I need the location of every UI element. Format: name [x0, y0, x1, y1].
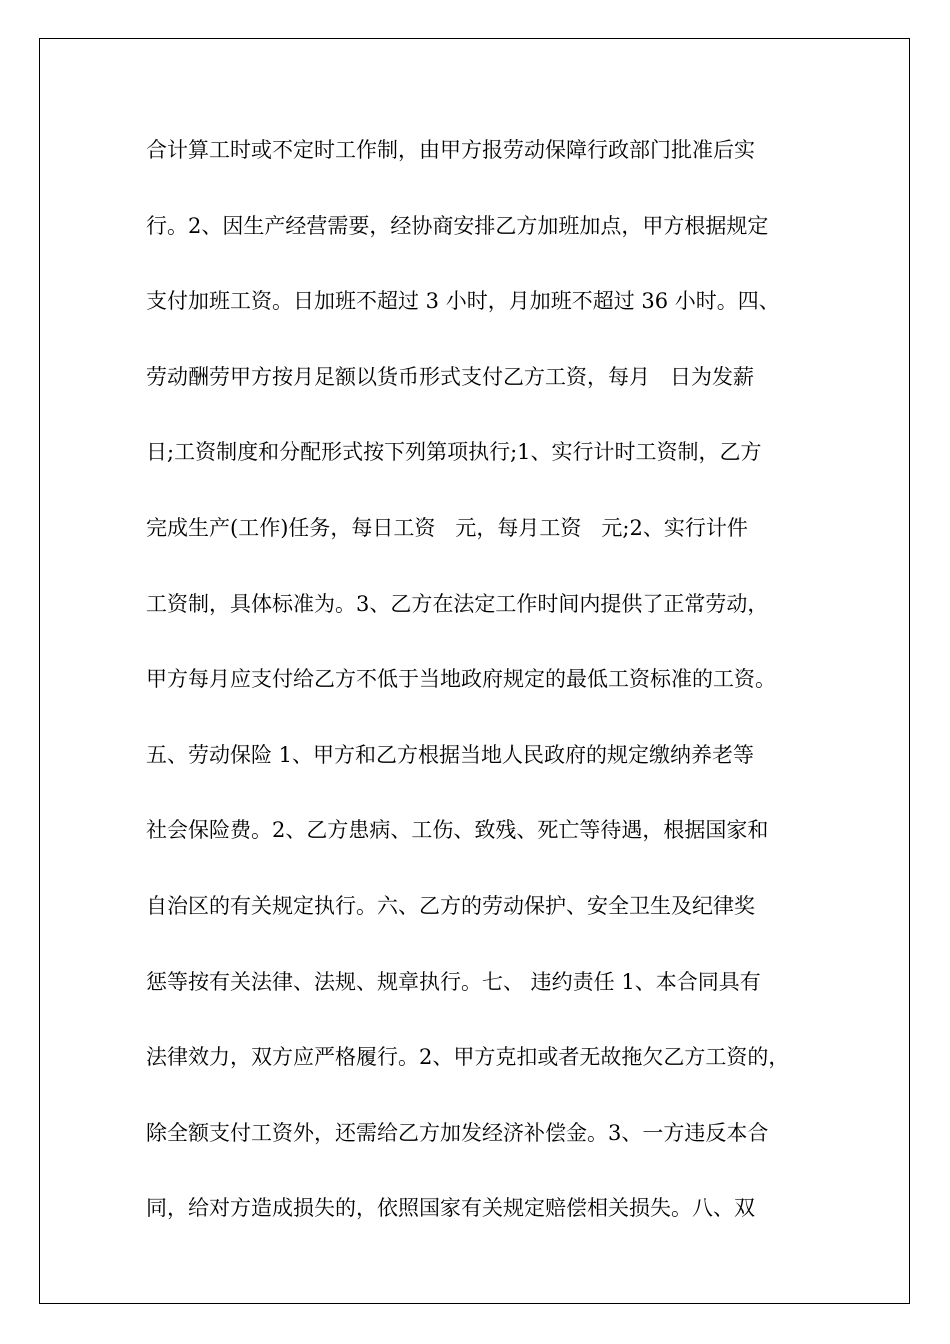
text-line: 五、劳动保险 1、甲方和乙方根据当地人民政府的规定缴纳养老等: [146, 742, 755, 767]
text-line: 惩等按有关法律、法规、规章执行。七、 违约责任 1、本合同具有: [146, 969, 761, 994]
text-line: 合计算工时或不定时工作制，由甲方报劳动保障行政部门批准后实: [146, 138, 755, 162]
document-body: [146, 130, 826, 1264]
text-line: 完成生产(工作)任务，每日工资 元，每月工资 元;2、实行计件: [146, 515, 748, 540]
text-line: 除全额支付工资外，还需给乙方加发经济补偿金。3、一方违反本合: [146, 1120, 769, 1145]
text-line: 法律效力，双方应严格履行。2、甲方克扣或者无故拖欠乙方工资的，: [146, 1045, 790, 1070]
text-line: 自治区的有关规定执行。六、乙方的劳动保护、安全卫生及纪律奖: [146, 893, 755, 918]
text-line: 社会保险费。2、乙方患病、工伤、致残、死亡等待遇，根据国家和: [146, 818, 769, 843]
text-line: 工资制，具体标准为。3、乙方在法定工作时间内提供了正常劳动，: [146, 591, 769, 616]
text-line: 甲方每月应支付给乙方不低于当地政府规定的最低工资标准的工资。: [146, 667, 776, 692]
text-line: 日;工资制度和分配形式按下列第项执行;1、实行计时工资制，乙方: [146, 440, 762, 465]
text-line: 同，给对方造成损失的，依照国家有关规定赔偿相关损失。八、双: [146, 1196, 755, 1221]
text-line: 行。2、因生产经营需要，经协商安排乙方加班加点，甲方根据规定: [146, 213, 769, 238]
text-line: 支付加班工资。日加班不超过 3 小时，月加班不超过 36 小时。四、: [146, 289, 780, 314]
text-line: 劳动酬劳甲方按月足额以货币形式支付乙方工资，每月 日为发薪: [146, 364, 755, 389]
